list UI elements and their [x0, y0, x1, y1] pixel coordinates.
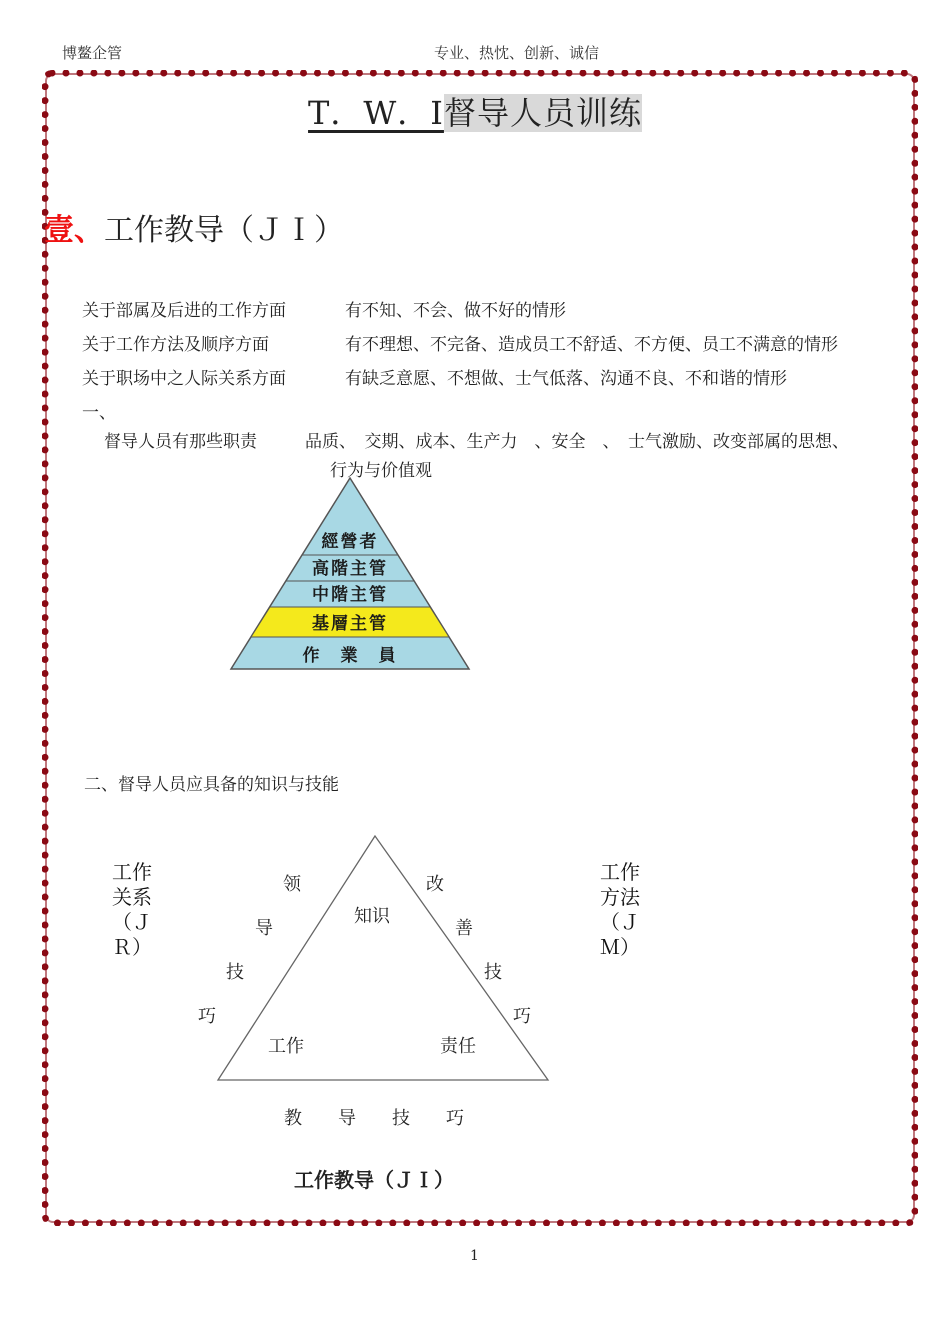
row-left: 关于部属及后进的工作方面 [82, 301, 286, 321]
side-line: Ｍ） [600, 935, 640, 959]
triangle-top-label: 知识 [354, 906, 390, 927]
section-title: 工作教导（ＪＩ） [104, 213, 344, 248]
row-left: 关于工作方法及顺序方面 [82, 335, 269, 355]
header-slogan: 专业、热忱、创新、诚信 [434, 44, 600, 62]
pyramid-level: 高階主管 [312, 559, 388, 579]
side-line: 方法 [600, 885, 640, 909]
section-heading [44, 205, 344, 249]
side-line: 工作 [600, 860, 640, 884]
triangle-base-label: 教 导 技 巧 [284, 1108, 464, 1129]
page-title [0, 88, 950, 134]
item1-value-cont: 行为与价值观 [330, 461, 432, 481]
side-line: Ｒ） [112, 935, 152, 959]
side-line: （Ｊ [600, 910, 640, 934]
pyramid-level: 基層主管 [312, 614, 388, 634]
side-line: 工作 [112, 860, 152, 884]
row-right: 有缺乏意愿、不想做、士气低落、沟通不良、不和谐的情形 [345, 369, 787, 389]
right-edge-char: 善 [455, 918, 473, 939]
header-company: 博鳌企管 [62, 44, 123, 62]
hierarchy-pyramid [228, 476, 472, 672]
item1-marker: 一、 [82, 403, 116, 423]
left-edge-char: 巧 [198, 1006, 216, 1027]
side-line: 关系 [112, 885, 152, 909]
title-highlighted: 督导人员训练 [443, 94, 642, 132]
skills-triangle [212, 830, 556, 1090]
section-number: 壹、 [44, 213, 104, 248]
page-number: 1 [470, 1248, 479, 1264]
left-edge-char: 技 [226, 962, 244, 983]
pyramid-level: 經營者 [321, 532, 379, 552]
side-line: （Ｊ [112, 910, 152, 934]
left-edge-char: 导 [255, 918, 273, 939]
diagram-caption: 工作教导（ＪＩ） [294, 1168, 454, 1192]
right-edge-char: 巧 [513, 1006, 531, 1027]
pyramid-level: 作 業 員 [302, 646, 398, 666]
item1-value: 品质、 交期、成本、生产力 、安全 、 士气激励、改变部属的思想、 [305, 432, 849, 452]
row-right: 有不理想、不完备、造成员工不舒适、不方便、员工不满意的情形 [345, 335, 838, 355]
side-label-jm [596, 860, 644, 960]
triangle-bottom-left-label: 工作 [268, 1036, 304, 1057]
side-label-jr [108, 860, 156, 960]
left-edge-char: 领 [283, 874, 301, 895]
row-right: 有不知、不会、做不好的情形 [345, 301, 566, 321]
item1-label: 督导人员有那些职责 [104, 432, 257, 452]
right-edge-char: 改 [426, 874, 444, 895]
title-underlined: T．W．I [308, 94, 444, 132]
right-edge-char: 技 [484, 962, 502, 983]
item2-heading: 二、督导人员应具备的知识与技能 [84, 775, 339, 795]
row-left: 关于职场中之人际关系方面 [82, 369, 286, 389]
triangle-bottom-right-label: 责任 [440, 1036, 476, 1057]
pyramid-level: 中階主管 [312, 585, 388, 605]
